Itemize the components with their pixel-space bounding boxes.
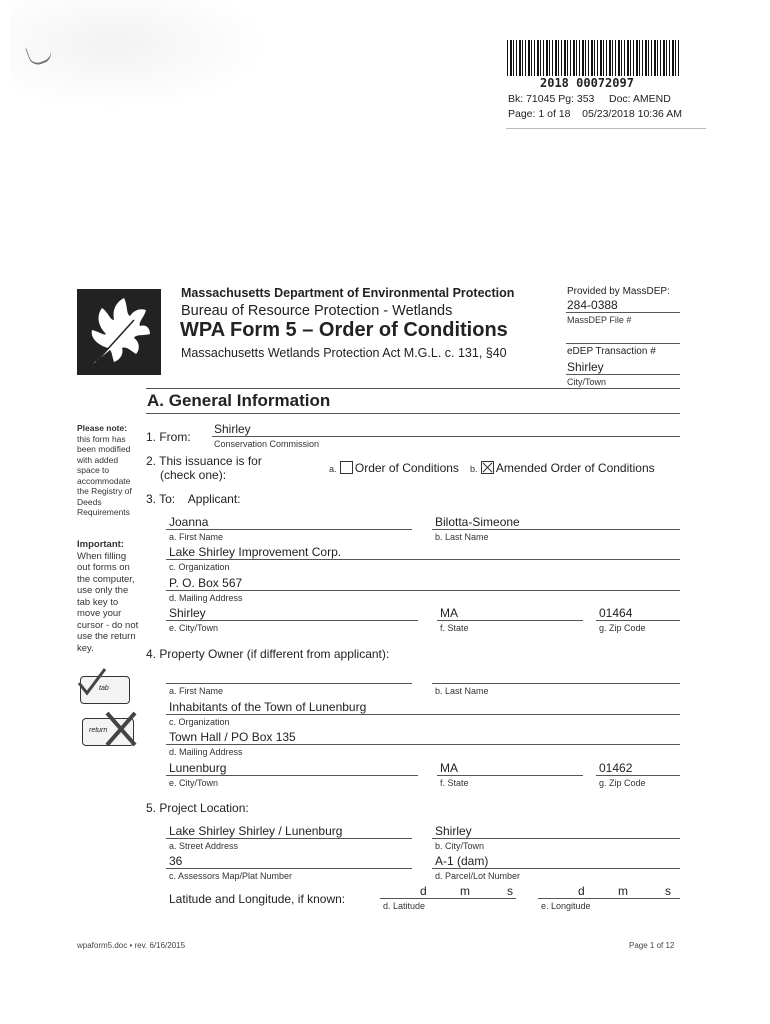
owner-first-name-label: a. First Name [169,686,224,696]
section-a-title: A. General Information [147,391,331,410]
owner-zip[interactable]: 01462 [599,761,633,775]
return-key-icon [82,718,134,746]
owner-label: 4. Property Owner (if different from applicant): [146,647,390,661]
location-map[interactable]: 36 [169,854,183,868]
location-city-label: b. City/Town [435,841,485,851]
location-city[interactable]: Shirley [435,824,472,838]
file-number-line [566,312,680,313]
owner-state[interactable]: MA [440,761,458,775]
massdep-logo [77,289,161,375]
issuance-label-1: 2. This issuance is for [146,454,262,468]
checkmark-icon [75,667,109,697]
applicant-zip-line [596,620,680,621]
faint-bleedthrough [10,0,270,110]
location-parcel[interactable]: A-1 (dam) [435,854,489,868]
applicant-state[interactable]: MA [440,606,458,620]
provided-by: Provided by MassDEP: [567,286,670,297]
latitude-line [380,898,516,899]
applicant-organization-line [166,559,680,560]
sidebar-note [77,423,139,518]
location-parcel-label: d. Parcel/Lot Number [435,871,521,881]
recording-book-page: Bk: 71045 Pg: 353 Doc: AMEND [508,93,671,105]
form-title: WPA Form 5 – Order of Conditions [180,319,508,341]
owner-last-name-label: b. Last Name [435,686,489,696]
lat-m: m [460,884,470,898]
applicant-state-line [437,620,583,621]
applicant-address-label: d. Mailing Address [169,593,243,603]
location-street-label: a. Street Address [169,841,239,851]
owner-state-label: f. State [440,778,469,788]
bureau-name: Bureau of Resource Protection - Wetlands [181,303,453,319]
sidebar-note-text: this form has been modified with added space to accommodate the Registry of Deeds Requirements [77,433,132,517]
lat-s: s [507,884,513,898]
sidebar-important-title: Important: [77,539,124,550]
owner-organization-line [166,714,680,715]
applicant-address-line [166,590,680,591]
lon-m: m [618,884,628,898]
option-order-of-conditions[interactable] [329,461,459,475]
owner-address-line [166,744,680,745]
return-key-label: return [89,727,108,734]
applicant-organization-label: c. Organization [169,562,230,572]
applicant-first-name-line [166,529,412,530]
barcode-number: 2018 00072097 [540,76,634,90]
applicant-state-label: f. State [440,623,469,633]
header-city-town: Shirley [567,360,604,374]
applicant-last-name-label: b. Last Name [435,532,489,542]
owner-city-line [166,775,418,776]
order-of-conditions-checkbox[interactable] [340,461,353,474]
applicant-first-name[interactable]: Joanna [169,515,209,529]
option-a-letter: a. [329,464,337,474]
header-city-line [566,374,680,375]
option-b-label: Amended Order of Conditions [495,461,655,475]
department-name: Massachusetts Department of Environmental Protection [181,286,515,300]
location-street-line [166,838,412,839]
section-rule-bottom [146,413,680,414]
applicant-zip[interactable]: 01464 [599,606,633,620]
location-parcel-line [432,868,680,869]
sidebar-important-text: When filling out forms on the computer, use only the tab key to move your cursor - do not use the return key. [77,550,139,654]
owner-address[interactable]: Town Hall / PO Box 135 [169,730,296,744]
issuance-label-2: (check one): [160,468,227,482]
longitude-line [538,898,680,899]
owner-last-name-line [432,683,680,684]
owner-state-line [437,775,583,776]
from-line [212,436,680,437]
oak-leaf-icon [78,290,160,374]
lon-d: d [578,884,585,898]
applicant-first-name-label: a. First Name [169,532,224,542]
owner-zip-line [596,775,680,776]
longitude-label: e. Longitude [541,901,591,911]
latitude-label: d. Latitude [383,901,426,911]
applicant-last-name-line [432,529,680,530]
sidebar-note-title: Please note: [77,423,128,433]
section-rule-top [146,388,680,389]
applicant-organization[interactable]: Lake Shirley Improvement Corp. [169,545,342,559]
owner-organization[interactable]: Inhabitants of the Town of Lunenburg [169,700,367,714]
lat-d: d [420,884,427,898]
owner-address-label: d. Mailing Address [169,747,243,757]
lon-s: s [665,884,671,898]
applicant-last-name[interactable]: Bilotta-Simeone [435,515,520,529]
latlon-label: Latitude and Longitude, if known: [169,892,346,906]
owner-city-label: e. City/Town [169,778,219,788]
owner-first-name-line [166,683,412,684]
footer-form-id: wpaform5.doc • rev. 6/16/2015 [77,941,186,950]
barcode [507,40,681,76]
stamp-underline [506,128,706,129]
from-label: 1. From: [146,430,191,444]
owner-zip-label: g. Zip Code [599,778,646,788]
applicant-address[interactable]: P. O. Box 567 [169,576,243,590]
owner-city[interactable]: Lunenburg [169,761,227,775]
option-a-label: Order of Conditions [354,461,459,475]
sidebar-important [77,539,139,654]
location-label: 5. Project Location: [146,801,249,815]
header-city-label: City/Town [567,377,607,387]
location-map-line [166,868,412,869]
option-b-letter: b. [470,464,478,474]
act-name: Massachusetts Wetlands Protection Act M.G.L. c. 131, §40 [181,346,507,360]
edep-label: eDEP Transaction # [567,346,656,357]
file-number-label: MassDEP File # [567,315,632,325]
tab-key-icon [80,676,130,704]
location-city-line [432,838,680,839]
recording-page-date: Page: 1 of 18 05/23/2018 10:36 AM [508,108,682,120]
to-applicant-label: 3. To: Applicant: [146,492,241,506]
option-amended-order[interactable] [470,461,655,475]
location-map-label: c. Assessors Map/Plat Number [169,871,293,881]
amended-order-checkbox[interactable] [481,461,494,474]
applicant-city-line [166,620,418,621]
applicant-city-label: e. City/Town [169,623,219,633]
owner-organization-label: c. Organization [169,717,230,727]
file-number: 284-0388 [567,298,618,312]
applicant-city[interactable]: Shirley [169,606,206,620]
x-mark-icon [103,709,139,749]
edep-line [566,343,680,344]
tab-key-label: tab [99,685,109,692]
location-street[interactable]: Lake Shirley Shirley / Lunenburg [169,824,343,838]
from-sublabel: Conservation Commission [214,439,320,449]
footer-page-number: Page 1 of 12 [629,941,675,950]
from-value[interactable]: Shirley [214,422,251,436]
applicant-zip-label: g. Zip Code [599,623,646,633]
